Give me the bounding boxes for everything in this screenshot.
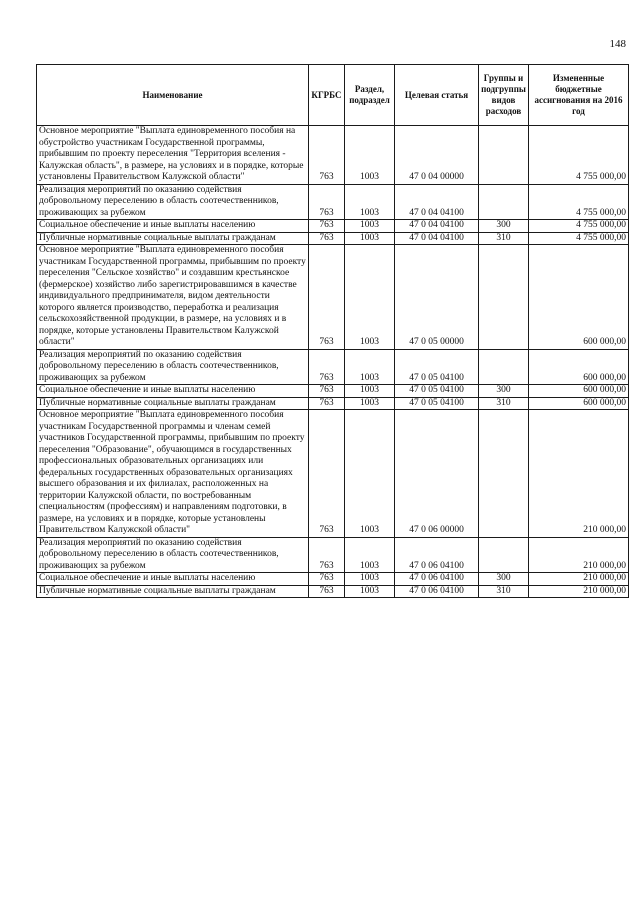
table-row — [37, 245, 629, 350]
table-header-row — [37, 65, 629, 126]
row-name: Основное мероприятие "Выплата единовременного пособия участникам Государственной программы и членам семей участников Государственной программы, прибывшим по проекту переселения "Образование", обучающимся в государственных профессиональных образовательных организациях или федеральных государственных образовательных организациях высшего образования и их филиалах, расположенных на территории Калужской области, по востребованным специальностям (профессиям) и направлениям подготовки, в размере, на условиях и в порядке, которые установлены Правительством Калужской области" — [37, 410, 309, 538]
page-number: 148 — [609, 38, 626, 50]
row-kgrbs: 763 — [309, 585, 345, 598]
row-group: 310 — [479, 232, 529, 245]
row-group: 300 — [479, 385, 529, 398]
row-kgrbs: 763 — [309, 537, 345, 573]
budget-table — [36, 64, 629, 598]
row-target: 47 0 06 00000 — [395, 410, 479, 538]
row-section: 1003 — [345, 585, 395, 598]
table-row — [37, 232, 629, 245]
table-row — [37, 585, 629, 598]
row-target: 47 0 06 04100 — [395, 573, 479, 586]
row-amount: 210 000,00 — [529, 410, 629, 538]
row-group: 310 — [479, 397, 529, 410]
row-amount: 4 755 000,00 — [529, 184, 629, 220]
row-kgrbs: 763 — [309, 385, 345, 398]
table-row — [37, 385, 629, 398]
table-row — [37, 184, 629, 220]
row-target: 47 0 04 04100 — [395, 232, 479, 245]
row-section: 1003 — [345, 220, 395, 233]
row-section: 1003 — [345, 537, 395, 573]
row-name: Публичные нормативные социальные выплаты гражданам — [37, 585, 309, 598]
header-name: Наименование — [37, 65, 309, 126]
header-target: Целевая статья — [395, 65, 479, 126]
row-target: 47 0 05 04100 — [395, 349, 479, 385]
row-name: Реализация мероприятий по оказанию содействия добровольному переселению в область соотечественников, проживающих за рубежом — [37, 537, 309, 573]
row-section: 1003 — [345, 397, 395, 410]
table-row — [37, 126, 629, 185]
row-target: 47 0 04 00000 — [395, 126, 479, 185]
table-row — [37, 397, 629, 410]
row-section: 1003 — [345, 385, 395, 398]
row-section: 1003 — [345, 126, 395, 185]
header-kgrbs: КГРБС — [309, 65, 345, 126]
row-section: 1003 — [345, 573, 395, 586]
table-row — [37, 220, 629, 233]
row-kgrbs: 763 — [309, 397, 345, 410]
row-name: Основное мероприятие "Выплата единовременного пособия на обустройство участникам Государственной программы, прибывшим по проекту переселения "Территория вселения - Калужская область", в размере, на условиях и в порядке, которые установлены Правительством Калужской области" — [37, 126, 309, 185]
row-kgrbs: 763 — [309, 410, 345, 538]
row-group — [479, 349, 529, 385]
row-kgrbs: 763 — [309, 573, 345, 586]
row-name: Социальное обеспечение и иные выплаты населению — [37, 220, 309, 233]
row-group: 300 — [479, 573, 529, 586]
table-row — [37, 573, 629, 586]
row-group — [479, 537, 529, 573]
row-name: Публичные нормативные социальные выплаты гражданам — [37, 397, 309, 410]
row-target: 47 0 04 04100 — [395, 220, 479, 233]
row-kgrbs: 763 — [309, 126, 345, 185]
row-target: 47 0 06 04100 — [395, 585, 479, 598]
row-kgrbs: 763 — [309, 184, 345, 220]
row-name: Социальное обеспечение и иные выплаты населению — [37, 573, 309, 586]
row-section: 1003 — [345, 184, 395, 220]
row-kgrbs: 763 — [309, 245, 345, 350]
row-section: 1003 — [345, 349, 395, 385]
row-target: 47 0 05 00000 — [395, 245, 479, 350]
row-amount: 4 755 000,00 — [529, 126, 629, 185]
row-section: 1003 — [345, 245, 395, 350]
row-amount: 210 000,00 — [529, 537, 629, 573]
row-section: 1003 — [345, 410, 395, 538]
row-amount: 600 000,00 — [529, 245, 629, 350]
row-group — [479, 410, 529, 538]
row-amount: 600 000,00 — [529, 385, 629, 398]
header-groups: Группы и подгруппы видов расходов — [479, 65, 529, 126]
row-section: 1003 — [345, 232, 395, 245]
row-amount: 210 000,00 — [529, 585, 629, 598]
row-group — [479, 245, 529, 350]
row-target: 47 0 05 04100 — [395, 385, 479, 398]
row-target: 47 0 04 04100 — [395, 184, 479, 220]
row-amount: 600 000,00 — [529, 349, 629, 385]
row-target: 47 0 05 04100 — [395, 397, 479, 410]
row-name: Социальное обеспечение и иные выплаты населению — [37, 385, 309, 398]
row-kgrbs: 763 — [309, 349, 345, 385]
row-name: Реализация мероприятий по оказанию содействия добровольному переселению в область соотечественников, проживающих за рубежом — [37, 184, 309, 220]
row-amount: 4 755 000,00 — [529, 220, 629, 233]
header-section: Раздел, подраздел — [345, 65, 395, 126]
row-kgrbs: 763 — [309, 232, 345, 245]
table-row — [37, 410, 629, 538]
header-amount: Измененные бюджетные ассигнования на 2016 год — [529, 65, 629, 126]
row-kgrbs: 763 — [309, 220, 345, 233]
row-amount: 600 000,00 — [529, 397, 629, 410]
row-amount: 4 755 000,00 — [529, 232, 629, 245]
row-group — [479, 126, 529, 185]
table-row — [37, 349, 629, 385]
row-name: Основное мероприятие "Выплата единовременного пособия участникам Государственной программы, прибывшим по проекту переселения "Сельское хозяйство" и создавшим крестьянское (фермерское) хозяйство либо зарегистрировавшимся в качестве индивидуального предпринимателя, видом деятельности которого является производство, переработка и реализация сельскохозяйственной продукции, в размере, на условиях и в порядке, которые установлены Правительством Калужской области" — [37, 245, 309, 350]
row-group: 310 — [479, 585, 529, 598]
row-target: 47 0 06 04100 — [395, 537, 479, 573]
table-row — [37, 537, 629, 573]
row-name: Публичные нормативные социальные выплаты гражданам — [37, 232, 309, 245]
row-group: 300 — [479, 220, 529, 233]
row-group — [479, 184, 529, 220]
row-name: Реализация мероприятий по оказанию содействия добровольному переселению в область соотечественников, проживающих за рубежом — [37, 349, 309, 385]
row-amount: 210 000,00 — [529, 573, 629, 586]
